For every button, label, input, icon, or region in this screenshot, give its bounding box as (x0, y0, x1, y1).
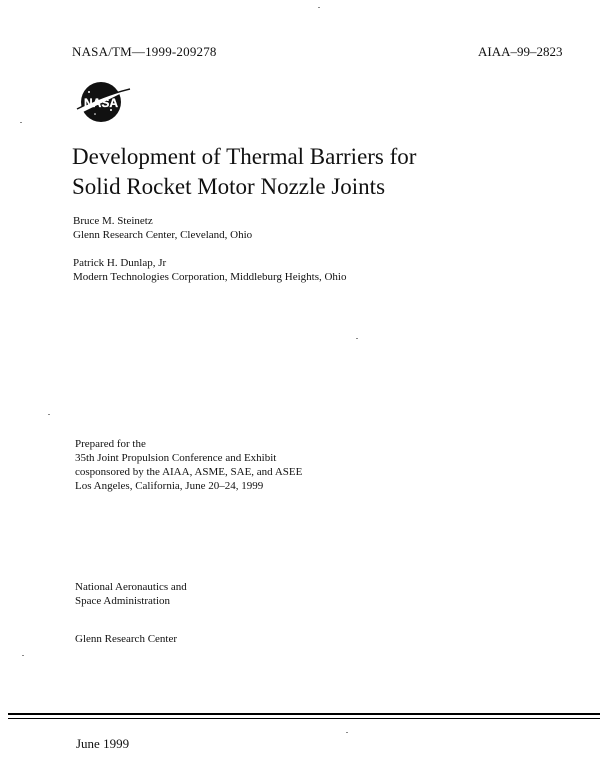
report-number: NASA/TM—1999-209278 (72, 44, 217, 59)
research-center: Glenn Research Center (75, 633, 178, 645)
scan-speck (356, 338, 358, 339)
aiaa-number: AIAA–99–2823 (478, 44, 563, 59)
author-block-1 (73, 214, 252, 242)
author-name: Bruce M. Steinetz (73, 215, 153, 227)
org-line-2: Space Administration (75, 595, 171, 607)
scan-speck (22, 655, 24, 656)
location-line: Los Angeles, California, June 20–24, 1999 (75, 480, 264, 492)
title-line-2: Solid Rocket Motor Nozzle Joints (72, 174, 386, 199)
prepared-line: Prepared for the (75, 438, 146, 450)
title-line-1: Development of Thermal Barriers for (72, 144, 417, 169)
author-affiliation: Glenn Research Center, Cleveland, Ohio (73, 229, 253, 241)
divider-thin (8, 718, 600, 719)
author-block-2 (73, 256, 347, 284)
author-name: Patrick H. Dunlap, Jr (73, 257, 167, 269)
scan-speck (20, 122, 22, 123)
conference-line: 35th Joint Propulsion Conference and Exhibit (75, 452, 277, 464)
author-affiliation: Modern Technologies Corporation, Middleburg Heights, Ohio (73, 271, 347, 283)
publication-date: June 1999 (76, 736, 130, 751)
organization-block (75, 580, 187, 608)
document-title (72, 142, 532, 202)
nasa-meatball-icon (73, 80, 133, 124)
prepared-for-block (75, 437, 302, 493)
scan-speck (346, 732, 348, 733)
cosponsors-line: cosponsored by the AIAA, ASME, SAE, and ASEE (75, 466, 303, 478)
divider-thick (8, 713, 600, 715)
scan-speck (48, 414, 50, 415)
scan-speck (318, 7, 320, 8)
org-line-1: National Aeronautics and (75, 581, 187, 593)
nasa-logo (73, 80, 133, 124)
logo-text: NASA (83, 96, 119, 110)
